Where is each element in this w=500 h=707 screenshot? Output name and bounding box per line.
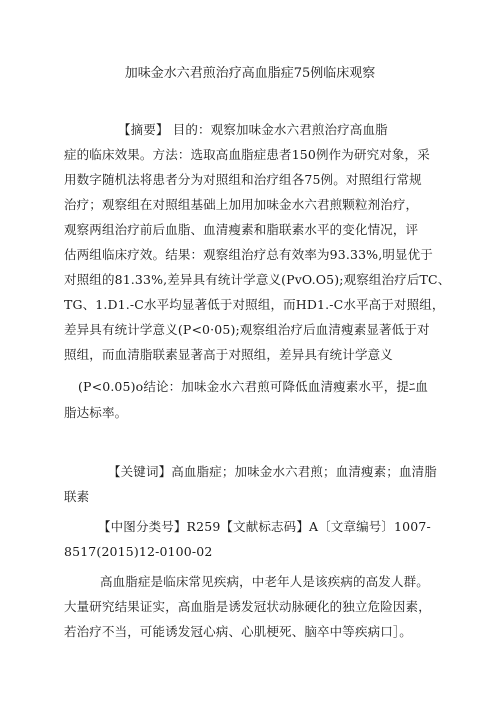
abstract-line: 对照组的81.33%,差异具有统计学意义(PvO.O5);观察组治疗后TC、 <box>64 272 451 287</box>
abstract-line: 脂达标率。 <box>64 405 128 420</box>
body-line: 若治疗不当，可能诱发冠心病、心肌梗死、脑卒中等疾病口］。 <box>64 624 412 639</box>
abstract-line: (P<0.05)o结论：加味金水六君煎可降低血清瘦素水平，提⁣⁣⁣⁣ﾆ⁣血 <box>78 379 429 394</box>
body-line: 高血脂症是临床常见疾病，中老年人是该疾病的高发人群。 <box>100 574 429 589</box>
abstract-line: 【摘要】 目的：观察加味金水六君煎治疗高血脂 <box>118 122 388 137</box>
body-line: 大量研究结果证实，高血脂是诱发冠状动脉硬化的独立危险因素， <box>64 599 431 614</box>
abstract-line: TG、1.D1.-C水平均显著低于对照组，而HD1.-C水平高于对照组， <box>64 297 445 312</box>
article-title: 加味金水六君煎治疗高血脂症75例临床观察 <box>124 66 376 81</box>
abstract-line: 估两组临床疗效。结果：观察组治疗总有效率为93.33%,明显优于 <box>64 247 433 262</box>
abstract-line: 观察两组治疗前后血脂、血清瘦素和脂联素水平的变化情况，评 <box>64 222 419 237</box>
abstract-line: 差异具有统计学意义(P<0·05);观察组治疗后血清瘦素显著低于对 <box>64 322 430 337</box>
keywords-line: 【关键词】高血脂症；加味金水六君煎；血清瘦素；血清脂 <box>108 464 437 479</box>
abstract-line: 治疗；观察组在对照组基础上加用加味金水六君煎颗粒剂治疗， <box>64 197 419 212</box>
keywords-line: 联素 <box>64 489 90 504</box>
classification-line: 【中图分类号】R259【文献标志码】A〔文章编号〕1007- <box>98 519 431 534</box>
classification-line: 8517(2015)12-0100-02 <box>64 544 213 559</box>
abstract-line: 症的临床效果。方法：选取高血脂症患者150例作为研究对象，采 <box>64 147 430 162</box>
abstract-line: 用数字随机法将患者分为对照组和治疗组各75例。对照组行常规 <box>64 172 422 187</box>
abstract-line: 照组，而血清脂联素显著高于对照组，差异具有统计学意义 <box>64 347 393 362</box>
